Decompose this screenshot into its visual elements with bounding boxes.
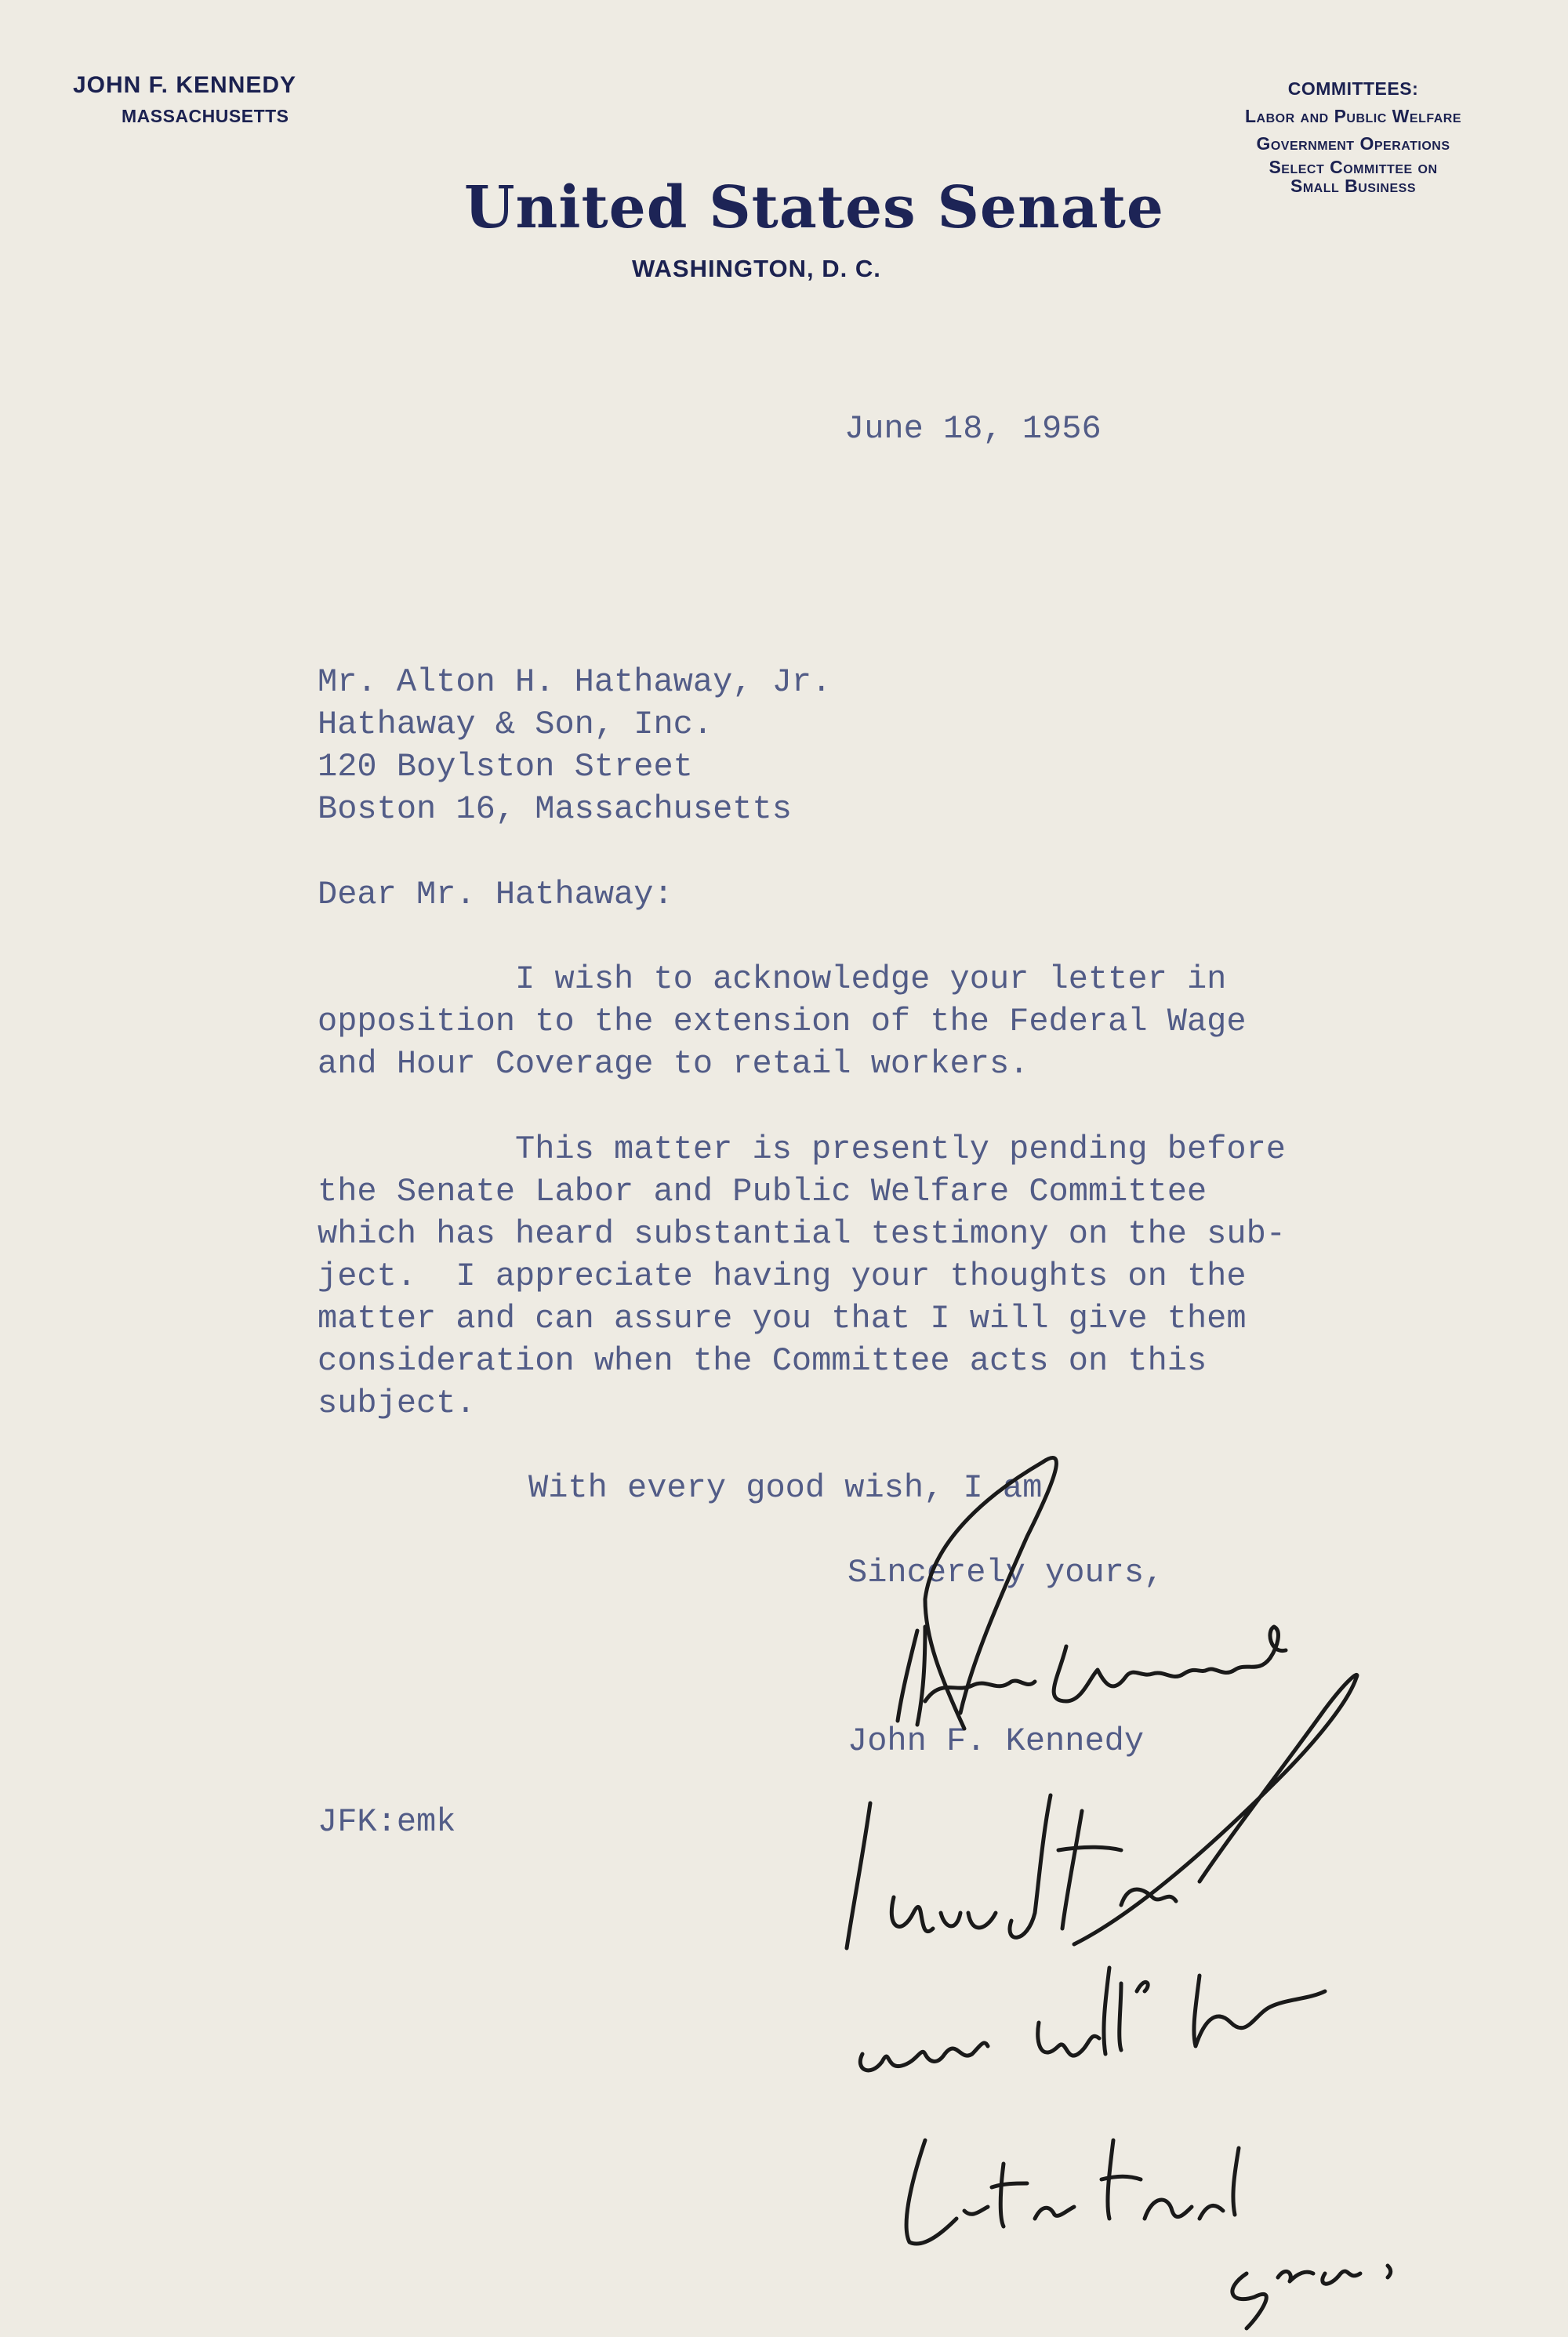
committee-item: Government Operations <box>1256 133 1450 154</box>
body-line: matter and can assure you that I will give them <box>318 1300 1247 1337</box>
committee-item: Small Business <box>1290 176 1416 196</box>
body-line: consideration when the Committee acts on this <box>318 1342 1207 1380</box>
body-line: and Hour Coverage to retail workers. <box>318 1045 1029 1083</box>
body-line: This matter is presently pending before <box>318 1130 1287 1168</box>
body-line: the Senate Labor and Public Welfare Committee <box>318 1173 1207 1210</box>
salutation: Dear Mr. Hathaway: <box>318 876 673 913</box>
sender-state: MASSACHUSETTS <box>122 106 289 126</box>
address-line: Hathaway & Son, Inc. <box>318 706 713 743</box>
address-line: 120 Boylston Street <box>318 748 693 786</box>
typed-signature-name: John F. Kennedy <box>848 1722 1145 1760</box>
body-line: I wish to acknowledge your letter in <box>318 960 1227 998</box>
letterhead-title: United States Senate <box>464 174 1165 241</box>
closing-line: With every good wish, I am <box>528 1469 1043 1507</box>
body-paragraph-1 <box>318 958 1247 1085</box>
body-line: ject. I appreciate having your thoughts on the <box>318 1257 1247 1295</box>
complimentary-close: Sincerely yours, <box>848 1554 1164 1591</box>
address-line: Boston 16, Massachusetts <box>318 790 792 828</box>
committee-item: Select Committee on <box>1269 157 1438 177</box>
committees-heading: COMMITTEES: <box>1287 78 1419 99</box>
body-line: which has heard substantial testimony on the sub- <box>318 1215 1287 1253</box>
letterhead-city: WASHINGTON, D. C. <box>632 255 881 282</box>
address-line: Mr. Alton H. Hathaway, Jr. <box>318 663 832 701</box>
committee-item: Labor and Public Welfare <box>1244 106 1462 126</box>
body-line: opposition to the extension of the Federal Wage <box>318 1003 1247 1040</box>
reference-initials: JFK:emk <box>318 1803 456 1841</box>
body-line: subject. <box>318 1384 476 1422</box>
recipient-address <box>318 661 831 830</box>
letter-date: June 18, 1956 <box>844 410 1102 448</box>
sender-name: JOHN F. KENNEDY <box>73 72 297 98</box>
committees-list <box>1204 75 1502 195</box>
body-paragraph-2 <box>318 1128 1286 1424</box>
